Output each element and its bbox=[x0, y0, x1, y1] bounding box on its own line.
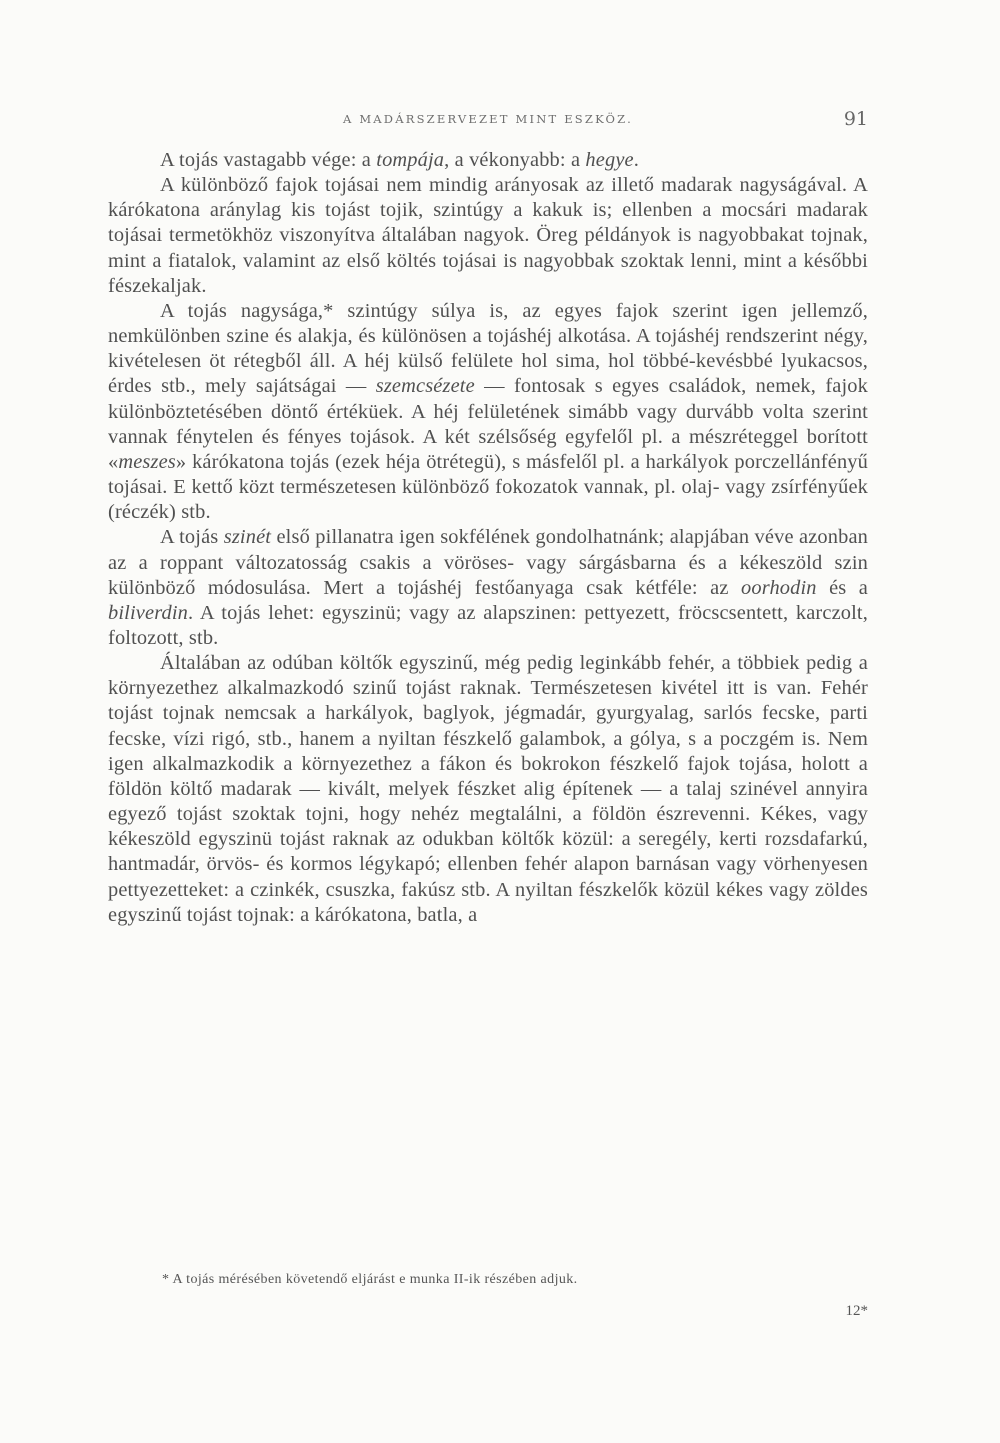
term-meszes: meszes bbox=[118, 450, 176, 473]
paragraph-5: Általában az odúban költők egyszinű, még pedig leginkább fehér, a többiek pedig a környezethez alkalmazkodó szinű tojást raknak. Természetesen kivétel itt is van. Fehér tojást tojnak nemcsak a harkályok, baglyok, jégmadár, gyurgyalag, sarlós fecske, parti fecske, vízi rigó, stb., hanem a nyiltan fészkelő galambok, a gólya, s a poczgém is. Nem igen alkalmazkodik a környezethez a fákon és bokrokon fészkelő fajok tojása, holott a földön költő madarak — kivált, melyek fészket alig építenek — a talaj szinével annyira egyező tojást szoktak tojni, hogy nehéz megtalálni, a földön észrevenni. Kékes, vagy kékeszöld egyszinü tojást raknak az odukban költők közül: a seregély, kerti rozsdafarkú, hantmadár, örvös- és kormos légykapó; ellenben fehér alapon barnásan vagy vörhenyesen pettyezetteket: a czinkék, csuszka, fakúsz stb. A nyiltan fészkelők közül kékes vagy zöldes egyszinű tojást tojnak: a kárókatona, batla, a bbox=[108, 652, 868, 926]
paragraph-4: A tojás szinét első pillanatra igen sokfélének gondolhatnánk; alapjában véve azonban az a roppant változatosság csakis a vöröses- vagy sárgásbarna és a kékeszöld szin különböző módosulása. Mert a tojáshéj festőanyaga csak kétféle: az oorhodin és a biliverdin. A tojás lehet: egyszinü; vagy az alapszinen: pettyezett, fröcscsentett, karczolt, foltozott, stb. bbox=[108, 526, 868, 649]
page-header bbox=[108, 108, 868, 132]
running-title: A MADÁRSZERVEZET MINT ESZKÖZ. bbox=[342, 112, 634, 126]
term-szemcsezete: szemcsézete bbox=[375, 375, 475, 398]
paragraph-3: A tojás nagysága,* szintúgy súlya is, az egyes fajok szerint igen jellemző, nemkülönben szine és alakja, és különösen a tojáshéj alkotása. A tojáshéj rendszerint négy, kivételesen öt rétegből áll. A héj külső felülete hol sima, hol többé-kevésbbé lyukacsos, érdes stb., mely sajátságai — szemcsézete — fontosak s egyes családok, nemek, fajok különböztetésében döntő értéküek. A héj felületének simább vagy durvább volta szerint vannak fénytelen és fényes tojások. A két szélsőség egyfelől pl. a mészréteggel borított «meszes» kárókatona tojás (ezek héja ötrétegü), s másfelől pl. a harkályok porczellánfényű tojásai. E kettő közt természetesen különböző fokozatok vannak, pl. olaj- vagy zsírfényűek (réczék) stb. bbox=[108, 299, 868, 524]
paragraph-2: A különböző fajok tojásai nem mindig arányosak az illető madarak nagyságával. A kárókatona aránylag kis tojást tojik, szintúgy a kakuk is; ellenben a mocsári madarak tojásai termetökhöz viszonyítva általában nagyok. Öreg példányok is nagyobbakat tojnak, mint a fiatalok, valamint az első költés tojásai is nagyobbak szoktak lenni, mint a későbbi fészekaljak. bbox=[108, 174, 868, 297]
footnote: * A tojás mérésében követendő eljárást e munka II-ik részében adjuk. bbox=[162, 1272, 578, 1287]
term-szinet: szinét bbox=[223, 526, 272, 549]
body-text bbox=[108, 148, 868, 928]
paragraph-1: A tojás vastagabb vége: a tompája, a vékonyabb: a hegye. bbox=[160, 149, 639, 171]
term-hegye: hegye bbox=[585, 149, 634, 171]
term-biliverdin: biliverdin bbox=[108, 601, 189, 624]
page-number: 91 bbox=[843, 108, 868, 130]
term-oorhodin: oorhodin bbox=[741, 576, 817, 599]
signature-mark: 12* bbox=[845, 1303, 868, 1319]
term-tompaja: tompája bbox=[376, 149, 445, 171]
